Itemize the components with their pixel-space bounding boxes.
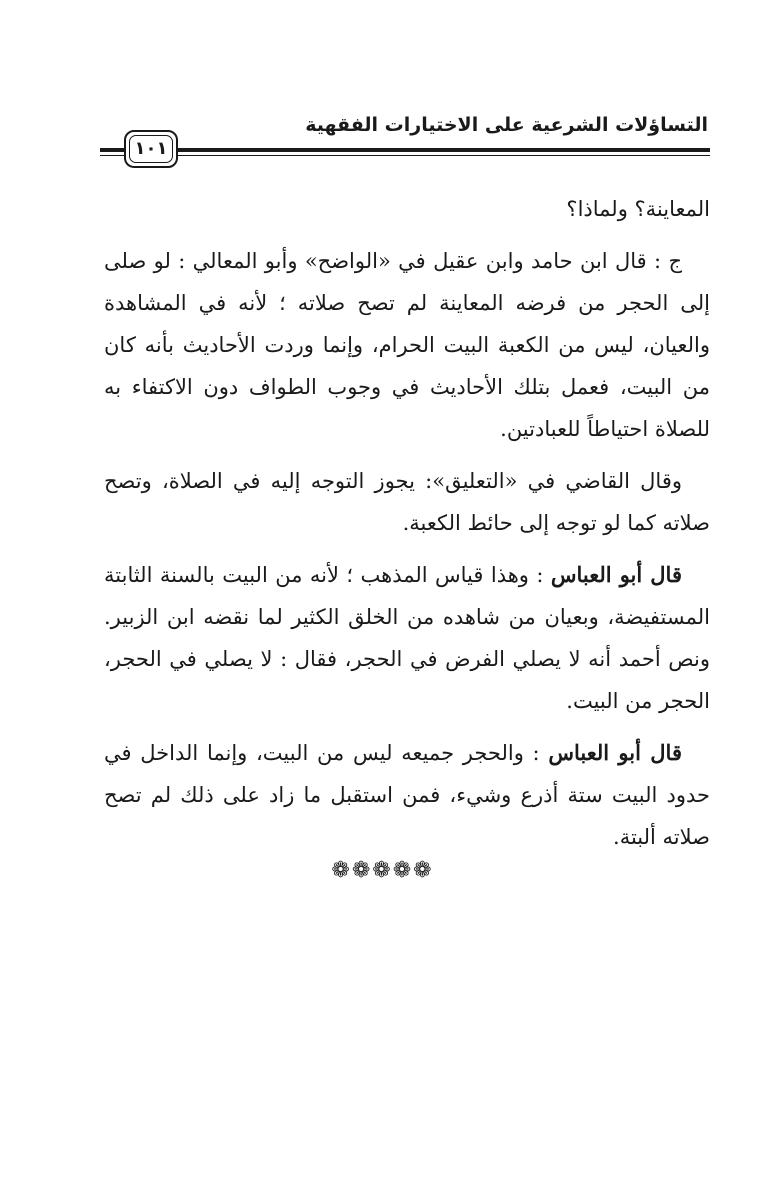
- abu-alabbas-paragraph-1: [104, 554, 710, 722]
- qadi-paragraph: وقال القاضي في «التعليق»: يجوز التوجه إليه في الصلاة، وتصح صلاته كما لو توجه إلى حائط الكعبة.: [104, 469, 710, 535]
- speaker-name: قال أبو العباس: [548, 740, 682, 765]
- section-end-ornament: ❁❁❁❁❁: [331, 858, 434, 883]
- header-rule-left: [100, 148, 126, 152]
- paragraph-text: : والحجر جميعه ليس من البيت، وإنما الداخل في حدود البيت ستة أذرع وشيء، فمن استقبل ما زاد على ذلك لم تصح صلاته ألبتة.: [104, 741, 710, 849]
- question-continuation: المعاينة؟ ولماذا؟: [566, 197, 710, 221]
- answer-paragraph: ج : قال ابن حامد وابن عقيل في «الواضح» وأبو المعالي : لو صلى إلى الحجر من فرضه المعاينة لم تصح صلاته ؛ لأنه في المشاهدة والعيان، ليس من الكعبة البيت الحرام، وإنما وردت الأحاديث بأنه كان من البيت، فعمل بتلك الأحاديث في وجوب الطواف دون الاكتفاء به للصلاة احتياطاً للعبادتين.: [104, 249, 710, 441]
- page-header: [100, 108, 710, 168]
- abu-alabbas-paragraph-2: [104, 732, 710, 858]
- page-number-badge: [124, 130, 178, 168]
- running-title: التساؤلات الشرعية على الاختيارات الفقهية: [305, 114, 708, 136]
- header-rule-thin: [176, 155, 710, 156]
- paragraph-text: : وهذا قياس المذهب ؛ لأنه من البيت بالسنة الثابتة المستفيضة، وبعيان من شاهده من الخلق الكثير لما نقضه ابن الزبير. ونص أحمد أنه لا يصلي الفرض في الحجر، فقال : لا يصلي في الحجر، الحجر من البيت.: [104, 563, 710, 713]
- page-number: ١٠١: [134, 138, 168, 159]
- header-rule: [176, 148, 710, 152]
- header-rule-left-thin: [100, 155, 126, 156]
- speaker-name: قال أبو العباس: [550, 562, 682, 587]
- page-body: [104, 188, 710, 868]
